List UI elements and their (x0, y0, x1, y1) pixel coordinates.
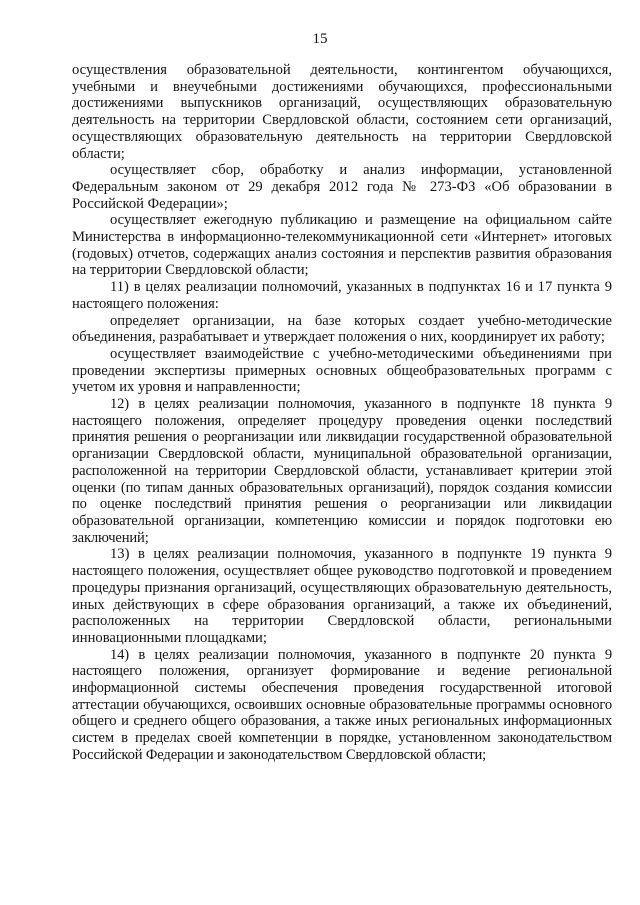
paragraph-methodical-associations: определяет организации, на базе которых создает учебно-методические объединения, разрабатывает и утверждает положения о них, координирует их работу; (72, 312, 612, 346)
document-body (72, 62, 612, 764)
paragraph-annual-publication: осуществляет ежегодную публикацию и размещение на официальном сайте Министерства в информационно-телекоммуникационной сети «Интернет» итоговых (годовых) отчетов, содержащих анализ состояния и перспектив развития образования на территории Свердловской области; (72, 212, 612, 279)
paragraph-item-11: 11) в целях реализации полномочий, указанных в подпунктах 16 и 17 пункта 9 настоящего положения: (72, 279, 612, 312)
paragraph-item-12: 12) в целях реализации полномочия, указанного в подпункте 18 пункта 9 настоящего положения, определяет процедуру проведения оценки последствий принятия решения о реорганизации или ликвидации государственной образовательной организации Свердловской области, муниципальной образовательной организации, расположенной на территории Свердловской области, устанавливает критерии этой оценки (по типам данных образовательных организаций), порядок создания комиссии по оценке последствий принятия решения о реорганизации или ликвидации образовательной организации, компетенцию комиссии и порядок подготовки ею заключений; (72, 396, 612, 546)
paragraph-interaction: осуществляет взаимодействие с учебно-методическими объединениями при проведении экспертизы примерных основных общеобразовательных программ с учетом их уровня и направленности; (72, 345, 612, 396)
paragraph-item-14: 14) в целях реализации полномочия, указанного в подпункте 20 пункта 9 настоящего положения, организует формирование и ведение региональной информационной системы обеспечения проведения государственной итоговой аттестации обучающихся, освоивших основные образовательные программы основного общего и среднего общего образования, а также иных региональных информационных систем в пределах своей компетенции в порядке, установленном законодательством Российской Федерации и законодательством Свердловской области; (72, 646, 612, 763)
page-number: 15 (312, 31, 328, 47)
paragraph-data-collection: осуществляет сбор, обработку и анализ информации, установленной Федеральным законом от 29 декабря 2012 года № 273-ФЗ «Об образовании в Российской Федерации»; (72, 162, 612, 212)
paragraph-item-13: 13) в целях реализации полномочия, указанного в подпункте 19 пункта 9 настоящего положения, осуществляет общее руководство подготовкой и проведением процедуры признания организаций, осуществляющих образовательную деятельность, иных действующих в сфере образования организаций, а также их объединений, расположенных на территории Свердловской области, региональными инновационными площадками; (72, 546, 612, 646)
paragraph-continuation: осуществления образовательной деятельности, контингентом обучающихся, учебными и внеучебными достижениями обучающихся, профессиональными достижениями выпускников организаций, осуществляющих образовательную деятельность на территории Свердловской области, состоянием сети организаций, осуществляющих образовательную деятельность на территории Свердловской области; (72, 62, 612, 162)
